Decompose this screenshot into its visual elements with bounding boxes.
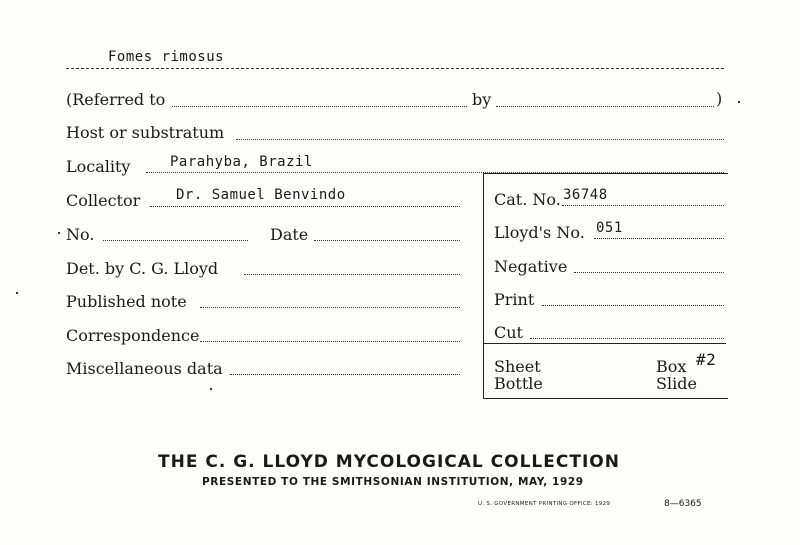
print-label: Print: [494, 290, 535, 309]
scan-mark: [738, 101, 740, 103]
lloyds-no-label: Lloyd's No.: [494, 223, 585, 242]
box-value: #2: [696, 350, 717, 369]
locality-value: Parahyba, Brazil: [170, 154, 313, 170]
scan-mark: [16, 292, 18, 294]
name-line: [66, 68, 724, 69]
scan-mark: [210, 388, 212, 390]
collector-line: [150, 206, 460, 207]
no-label: No.: [66, 225, 95, 244]
cat-no-value: 36748: [563, 187, 608, 203]
negative-label: Negative: [494, 257, 568, 276]
close-paren: ): [716, 89, 723, 108]
host-line: [236, 139, 724, 140]
printing-office-note: U. S. GOVERNMENT PRINTING OFFICE: 1929: [478, 501, 611, 507]
sheet-label: Sheet: [494, 357, 541, 376]
form-number: 8—6365: [664, 499, 702, 509]
published-note-label: Published note: [66, 292, 187, 311]
date-label: Date: [270, 225, 309, 244]
date-line: [314, 240, 460, 241]
referred-to-line: [172, 106, 467, 107]
print-line: [542, 305, 724, 306]
misc-label: Miscellaneous data: [66, 359, 223, 378]
host-label: Host or substratum: [66, 123, 225, 142]
published-note-line: [200, 307, 460, 308]
cut-label: Cut: [494, 323, 523, 342]
by-label: by: [472, 90, 492, 109]
scan-mark: [58, 232, 60, 234]
lloyds-no-value: 051: [596, 220, 623, 236]
misc-line: [230, 374, 460, 375]
specimen-name: Fomes rimosus: [108, 49, 225, 65]
correspondence-line: [200, 341, 460, 342]
cat-no-line: [562, 205, 724, 206]
negative-line: [574, 272, 724, 273]
lloyds-no-line: [594, 238, 724, 239]
cut-line: [530, 338, 724, 339]
cut-divider: [484, 343, 726, 344]
box-label: Box: [656, 357, 687, 376]
no-line: [103, 240, 248, 241]
by-line: [496, 106, 714, 107]
collector-label: Collector: [66, 191, 141, 210]
det-by-label: Det. by C. G. Lloyd: [66, 259, 219, 278]
correspondence-label: Correspondence: [66, 326, 200, 345]
slide-label: Slide: [656, 374, 697, 393]
bottle-label: Bottle: [494, 374, 543, 393]
cat-no-label: Cat. No.: [494, 190, 561, 209]
footer-title: THE C. G. LLOYD MYCOLOGICAL COLLECTION: [158, 452, 620, 472]
collector-value: Dr. Samuel Benvindo: [176, 187, 346, 203]
det-by-line: [244, 274, 460, 275]
footer-subtitle: PRESENTED TO THE SMITHSONIAN INSTITUTION, MAY, 1929: [202, 476, 584, 488]
locality-label: Locality: [66, 157, 131, 176]
referred-to-label: (Referred to: [66, 90, 166, 109]
